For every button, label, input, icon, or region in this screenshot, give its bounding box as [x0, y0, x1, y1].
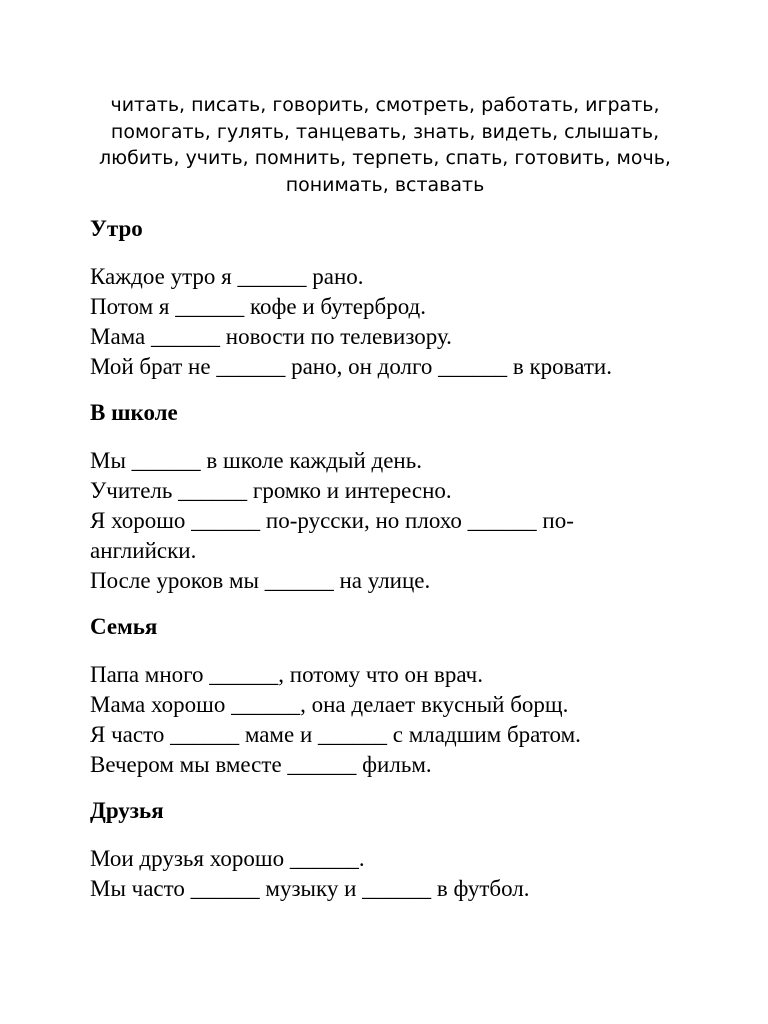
- exercise-line: Мама ______ новости по телевизору.: [90, 324, 452, 349]
- exercise-line: Папа много ______, потому что он врач.: [90, 662, 483, 687]
- section-title: В школе: [90, 400, 178, 425]
- exercise-line: Мы ______ в школе каждый день.: [90, 448, 422, 473]
- exercise-line: Мои друзья хорошо ______.: [90, 846, 365, 871]
- exercise-line: После уроков мы ______ на улице.: [90, 568, 431, 593]
- exercise-line: Мы часто ______ музыку и ______ в футбол.: [90, 876, 530, 901]
- word-bank-line: понимать, вставать: [285, 173, 485, 196]
- section-title: Друзья: [90, 798, 164, 823]
- word-bank: [90, 92, 680, 198]
- exercise-line: Потом я ______ кофе и бутерброд.: [90, 294, 427, 319]
- word-bank-line: помогать, гулять, танцевать, знать, видеть, слышать,: [110, 120, 660, 143]
- exercise-line: Каждое утро я ______ рано.: [90, 264, 364, 289]
- exercise-line: Вечером мы вместе ______ фильм.: [90, 752, 432, 777]
- section-family: [90, 612, 690, 780]
- exercise-line: Я хорошо ______ по-русски, но плохо ______ по-: [90, 508, 574, 533]
- exercise-line: Мама хорошо ______, она делает вкусный борщ.: [90, 692, 569, 717]
- section-friends: [90, 796, 690, 904]
- exercise-line: английски.: [90, 538, 197, 563]
- exercise-line: Мой брат не ______ рано, он долго ______ в кровати.: [90, 354, 612, 379]
- section-title: Семья: [90, 614, 158, 639]
- worksheet-page: [90, 92, 690, 904]
- word-bank-line: любить, учить, помнить, терпеть, спать, готовить, мочь,: [99, 147, 671, 169]
- exercise-line: Учитель ______ громко и интересно.: [90, 478, 452, 503]
- exercise-line: Я часто ______ маме и ______ с младшим братом.: [90, 722, 581, 747]
- section-title: Утро: [90, 216, 143, 241]
- word-bank-line: читать, писать, говорить, смотреть, работать, играть,: [110, 94, 660, 116]
- section-morning: [90, 214, 690, 382]
- section-school: [90, 398, 690, 596]
